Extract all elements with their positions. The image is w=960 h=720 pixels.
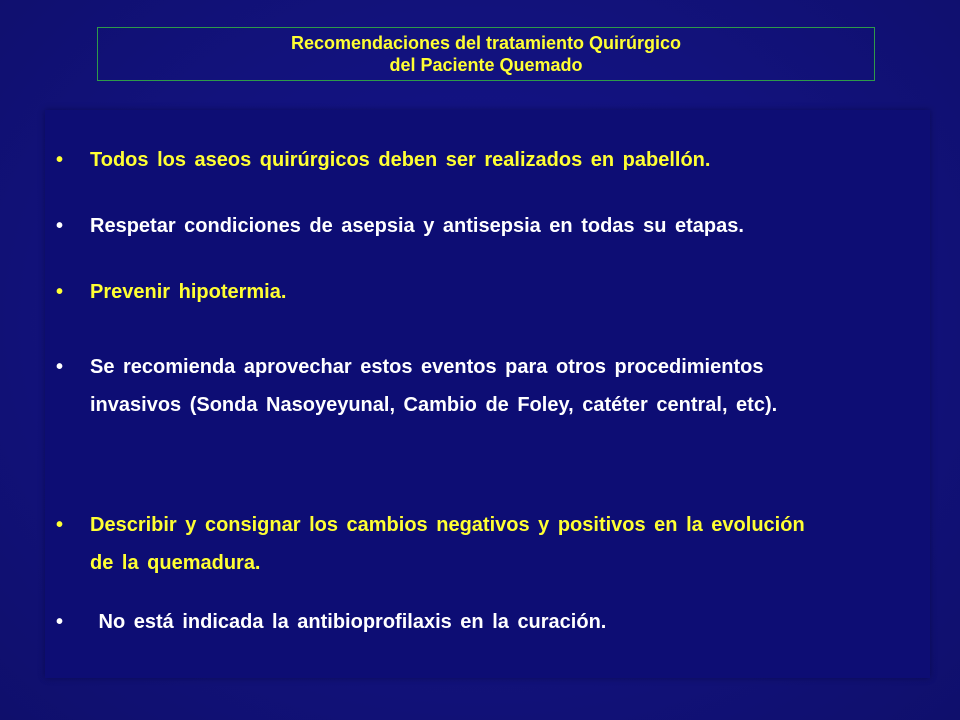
title-box (97, 27, 875, 81)
page-title-line-1: Recomendaciones del tratamiento Quirúrgico (290, 33, 682, 53)
bullet-item-asepsia (56, 207, 916, 245)
bullet-dot-icon: • (56, 514, 64, 536)
bullet-item-describir (56, 506, 816, 582)
bullet-item-aseos (56, 141, 916, 179)
bullet-dot-icon: • (56, 281, 64, 303)
bullet-item-antibioprofilaxis (56, 603, 916, 641)
bullet-text: No está indicada la antibioprofilaxis en la curación. (90, 611, 607, 633)
bullet-dot-icon: • (56, 611, 64, 633)
bullet-dot-icon: • (56, 215, 64, 237)
bullet-text: Respetar condiciones de asepsia y antisepsia en todas su etapas. (90, 215, 744, 237)
bullet-text: Describir y consignar los cambios negativos y positivos en la evolución de la quemadura. (90, 514, 805, 574)
bullet-text: Se recomienda aprovechar estos eventos para otros procedimientos invasivos (Sonda Nasoyeyunal, Cambio de Foley, catéter central, etc). (90, 356, 778, 416)
bullet-item-procedimientos (56, 348, 846, 424)
page-title-line-2: del Paciente Quemado (389, 55, 583, 75)
bullet-text: Todos los aseos quirúrgicos deben ser realizados en pabellón. (90, 149, 711, 171)
bullet-item-hipotermia (56, 273, 916, 311)
bullet-text: Prevenir hipotermia. (90, 281, 287, 303)
bullet-dot-icon: • (56, 356, 64, 378)
bullet-dot-icon: • (56, 149, 64, 171)
